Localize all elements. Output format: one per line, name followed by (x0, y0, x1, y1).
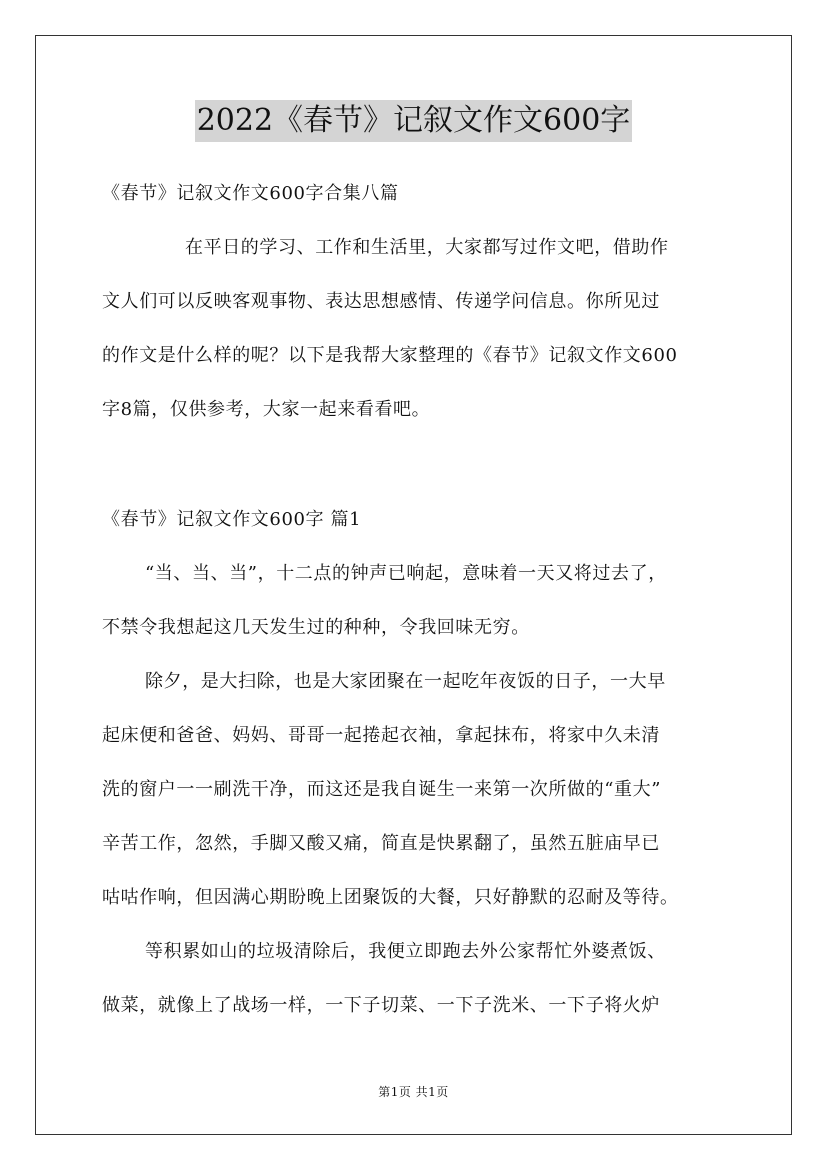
body-line: 等积累如山的垃圾清除后，我便立即跑去外公家帮忙外婆煮饭、 (145, 941, 666, 962)
page-footer: 第1页 共1页 (378, 1085, 449, 1099)
title-container (0, 100, 827, 142)
intro-line: 在平日的学习、工作和生活里，大家都写过作文吧，借助作 (185, 237, 669, 258)
body-line: 洗的窗户一一刷洗干净，而这还是我自诞生一来第一次所做的“重大” (102, 779, 662, 800)
document-title: 2022《春节》记叙文作文600字 (195, 100, 633, 142)
document-subtitle: 《春节》记叙文作文600字合集八篇 (102, 183, 399, 204)
body-line: 辛苦工作，忽然，手脚又酸又痛，简直是快累翻了，虽然五脏庙早已 (102, 833, 660, 854)
body-line: 做菜，就像上了战场一样，一下子切菜、一下子洗米、一下子将火炉 (102, 995, 660, 1016)
intro-line: 文人们可以反映客观事物、表达思想感情、传递学问信息。你所见过 (102, 291, 660, 312)
body-line: 除夕，是大扫除，也是大家团聚在一起吃年夜饭的日子，一大早 (145, 671, 666, 692)
body-line: 起床便和爸爸、妈妈、哥哥一起捲起衣袖，拿起抹布，将家中久未清 (102, 725, 660, 746)
intro-line: 的作文是什么样的呢？以下是我帮大家整理的《春节》记叙文作文600 (102, 345, 678, 366)
body-line: 咕咕作响，但因满心期盼晚上团聚饭的大餐，只好静默的忍耐及等待。 (102, 887, 679, 908)
body-line: 不禁令我想起这几天发生过的种种，令我回味无穷。 (102, 617, 530, 638)
section-heading: 《春节》记叙文作文600字 篇1 (102, 509, 362, 530)
intro-line: 字8篇，仅供参考，大家一起来看看吧。 (102, 399, 431, 420)
body-line: “当、当、当”，十二点的钟声已响起，意味着一天又将过去了， (145, 563, 667, 584)
